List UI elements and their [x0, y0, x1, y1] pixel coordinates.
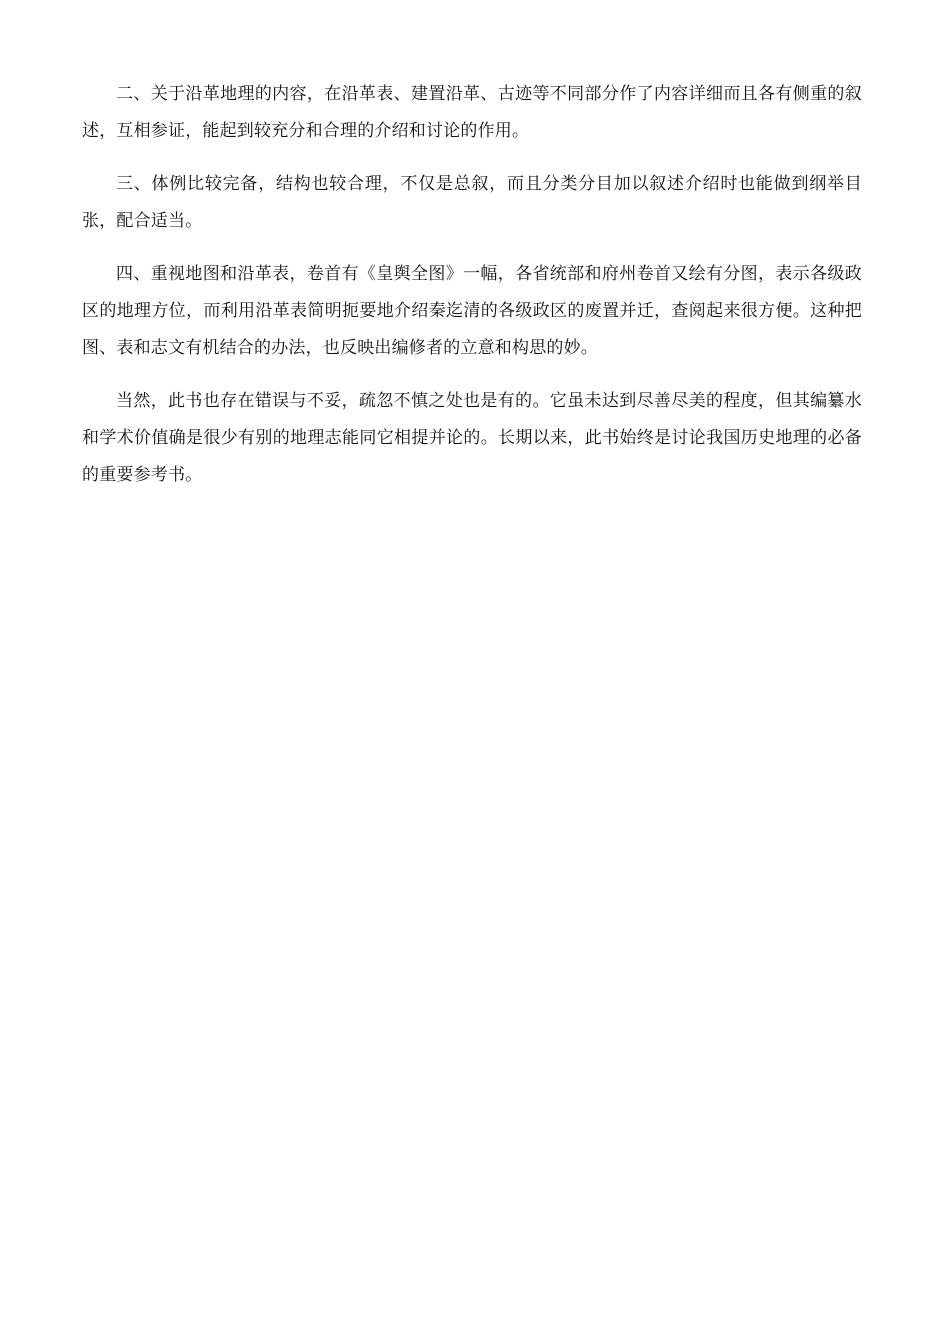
paragraph-2: 二、关于沿革地理的内容，在沿革表、建置沿革、古迹等不同部分作了内容详细而且各有侧重的叙述，互相参证，能起到较充分和合理的介绍和讨论的作用。	[82, 84, 862, 141]
document-body	[82, 76, 862, 510]
paragraph-3: 三、体例比较完备，结构也较合理，不仅是总叙，而且分类分目加以叙述介绍时也能做到纲举目张，配合适当。	[82, 174, 862, 231]
paragraph-conclusion: 当然，此书也存在错误与不妥，疏忽不慎之处也是有的。它虽未达到尽善尽美的程度，但其编纂水和学术价值确是很少有别的地理志能同它相提并论的。长期以来，此书始终是讨论我国历史地理的必备的重要参考书。	[82, 391, 862, 485]
paragraph-4: 四、重视地图和沿革表，卷首有《皇舆全图》一幅，各省统部和府州卷首又绘有分图，表示各级政区的地理方位，而利用沿革表简明扼要地介绍秦迄清的各级政区的废置并迁，查阅起来很方便。这种把图、表和志文有机结合的办法，也反映出编修者的立意和构思的妙。	[82, 264, 862, 358]
